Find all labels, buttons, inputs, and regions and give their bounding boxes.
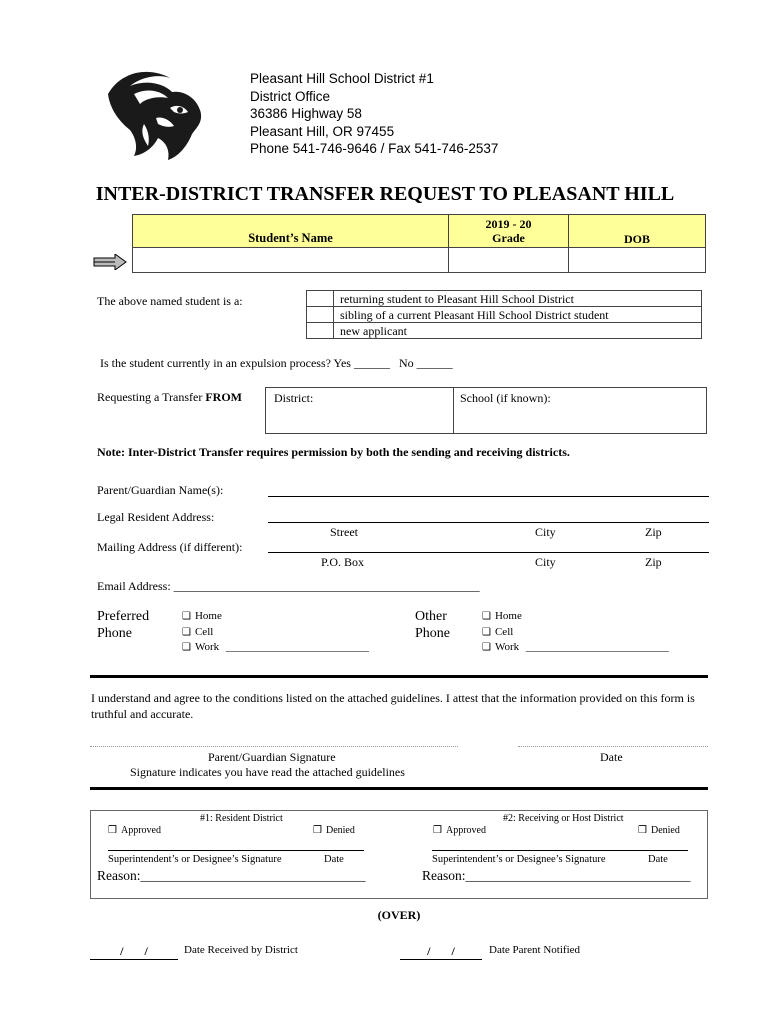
preferred-work-checkbox[interactable] — [182, 640, 369, 656]
signature-line[interactable] — [90, 746, 458, 747]
dob-label: DOB — [623, 232, 650, 246]
reason-line[interactable]: ____________________________________ — [140, 869, 366, 883]
option-returning: returning student to Pleasant Hill School District — [340, 292, 574, 306]
student-name-header-label: Student’s Name — [248, 231, 333, 245]
other-phone-label — [415, 608, 450, 642]
host-signature-line[interactable] — [432, 850, 688, 851]
denied-label: Denied — [650, 825, 680, 836]
reason-label: Reason: — [422, 868, 466, 883]
checkbox-icon: ❑ — [182, 642, 191, 653]
preferred-phone-options — [182, 609, 369, 656]
street-label: Street — [330, 525, 358, 539]
student-type-checkbox-new[interactable] — [307, 323, 333, 338]
other-home-checkbox[interactable] — [482, 609, 669, 625]
checkbox-icon: ❑ — [182, 611, 191, 622]
grade-label: Grade — [492, 231, 525, 245]
guardian-names-field[interactable] — [268, 496, 709, 497]
checkbox-icon: ❒ — [313, 825, 322, 836]
preferred-phone-label — [97, 608, 149, 642]
work-label: Work — [194, 641, 220, 653]
resident-reason[interactable] — [97, 868, 366, 884]
address-line: 36386 Highway 58 — [250, 106, 362, 121]
home-label: Home — [194, 610, 222, 622]
preferred-label-1: Preferred — [97, 609, 150, 624]
arrow-right-icon — [93, 254, 127, 270]
other-work-checkbox[interactable] — [482, 640, 669, 656]
over-label: (OVER) — [377, 908, 421, 922]
guardian-names-label: Parent/Guardian Name(s): — [97, 483, 224, 497]
checkbox-icon: ❑ — [482, 626, 491, 638]
address-line: Phone 541-746-9646 / Fax 541-746-2537 — [250, 141, 499, 156]
student-type-checkbox-sibling[interactable] — [307, 307, 333, 322]
checkbox-icon: ❑ — [182, 626, 191, 638]
resident-denied-checkbox[interactable] — [313, 825, 355, 836]
district-field[interactable] — [265, 387, 454, 434]
grade-header — [448, 214, 569, 248]
date-received-label: Date Received by District — [184, 944, 298, 956]
date-received-field[interactable] — [90, 944, 178, 960]
page-title: INTER-DISTRICT TRANSFER REQUEST TO PLEASANT HILL — [95, 183, 675, 205]
dob-field[interactable] — [568, 247, 706, 273]
host-reason[interactable] — [422, 868, 691, 884]
student-name-field[interactable] — [132, 247, 449, 273]
zip-label: Zip — [645, 525, 662, 539]
student-type-checkbox-returning[interactable] — [307, 291, 333, 306]
email-field[interactable]: Email Address: ___________________________________________________ — [97, 579, 480, 593]
grade-year-label: 2019 - 20 — [485, 217, 532, 231]
address-line: Pleasant Hill School District #1 — [250, 71, 434, 86]
legal-address-field[interactable] — [268, 522, 709, 523]
date-slashes: / / — [427, 944, 455, 958]
address-line: District Office — [250, 88, 331, 104]
approved-label: Approved — [445, 825, 486, 836]
work-label: Work — [494, 641, 520, 653]
resident-signature-line[interactable] — [108, 850, 364, 851]
host-sig-label: Superintendent’s or Designee’s Signature — [432, 854, 606, 865]
denied-label: Denied — [325, 825, 355, 836]
signature-date-label: Date — [600, 750, 623, 764]
cell-label: Cell — [194, 625, 214, 638]
reason-label: Reason: — [97, 868, 141, 883]
host-date-label: Date — [648, 854, 668, 865]
school-label: School (if known): — [460, 391, 551, 405]
dob-header — [568, 214, 706, 248]
resident-district-label: #1: Resident District — [200, 813, 283, 824]
transfer-from-label — [97, 390, 242, 405]
other-label-1: Other — [415, 609, 447, 624]
district-address — [250, 70, 498, 158]
transfer-from-prefix: Requesting a Transfer — [97, 390, 206, 404]
legal-address-label: Legal Resident Address: — [97, 510, 215, 524]
date-line[interactable] — [518, 746, 708, 747]
approved-label: Approved — [120, 825, 161, 836]
school-field[interactable] — [453, 387, 707, 434]
student-type-label: The above named student is a: — [97, 294, 243, 308]
host-denied-checkbox[interactable] — [638, 825, 680, 836]
checkbox-icon: ❑ — [482, 642, 491, 653]
permission-note: Note: Inter-District Transfer requires permission by both the sending and receiving districts. — [97, 445, 570, 459]
preferred-work-line[interactable]: __________________________ — [225, 641, 369, 653]
section-divider — [90, 787, 708, 790]
other-cell-checkbox[interactable] — [482, 625, 669, 641]
agreement-text: I understand and agree to the conditions listed on the attached guidelines. I attest that the information provided on this form is truthful and accurate. — [91, 691, 695, 721]
checkbox-icon: ❑ — [482, 611, 491, 622]
signature-label: Parent/Guardian Signature — [208, 750, 336, 764]
address-line: Pleasant Hill, OR 97455 — [250, 123, 395, 139]
host-district-label: #2: Receiving or Host District — [503, 813, 624, 824]
date-notified-label: Date Parent Notified — [489, 944, 581, 956]
other-phone-options — [482, 609, 669, 656]
district-label: District: — [274, 391, 314, 405]
zip2-label: Zip — [645, 555, 662, 569]
preferred-label-2: Phone — [97, 626, 132, 641]
preferred-cell-checkbox[interactable] — [182, 625, 369, 641]
transfer-from-bold: FROM — [205, 390, 242, 404]
resident-sig-label: Superintendent’s or Designee’s Signature — [108, 854, 282, 865]
date-notified-field[interactable] — [400, 944, 482, 960]
goat-logo-icon — [100, 64, 210, 162]
other-label-2: Phone — [415, 626, 450, 641]
expulsion-question[interactable]: Is the student currently in an expulsion process? Yes ______ No ______ — [100, 356, 453, 370]
city2-label: City — [535, 555, 556, 569]
checkbox-icon: ❒ — [638, 825, 647, 836]
host-approved-checkbox[interactable] — [433, 825, 486, 836]
reason-line[interactable]: ____________________________________ — [465, 869, 691, 883]
po-box-label: P.O. Box — [321, 555, 365, 569]
option-new: new applicant — [340, 324, 407, 338]
city-label: City — [535, 525, 556, 539]
grade-field[interactable] — [448, 247, 569, 273]
checkbox-icon: ❒ — [108, 825, 117, 836]
home-label: Home — [494, 610, 522, 622]
resident-approved-checkbox[interactable] — [108, 825, 161, 836]
mailing-address-field[interactable] — [268, 552, 709, 553]
signature-note: Signature indicates you have read the attached guidelines — [130, 765, 405, 779]
cell-label: Cell — [494, 625, 514, 638]
section-divider — [90, 675, 708, 678]
resident-date-label: Date — [324, 854, 344, 865]
student-name-header — [132, 214, 449, 248]
checkbox-icon: ❒ — [433, 825, 442, 836]
option-sibling: sibling of a current Pleasant Hill School District student — [340, 308, 609, 322]
mailing-address-label: Mailing Address (if different): — [97, 540, 243, 554]
preferred-home-checkbox[interactable] — [182, 609, 369, 625]
other-work-line[interactable]: __________________________ — [525, 641, 669, 653]
date-slashes: / / — [120, 944, 148, 958]
